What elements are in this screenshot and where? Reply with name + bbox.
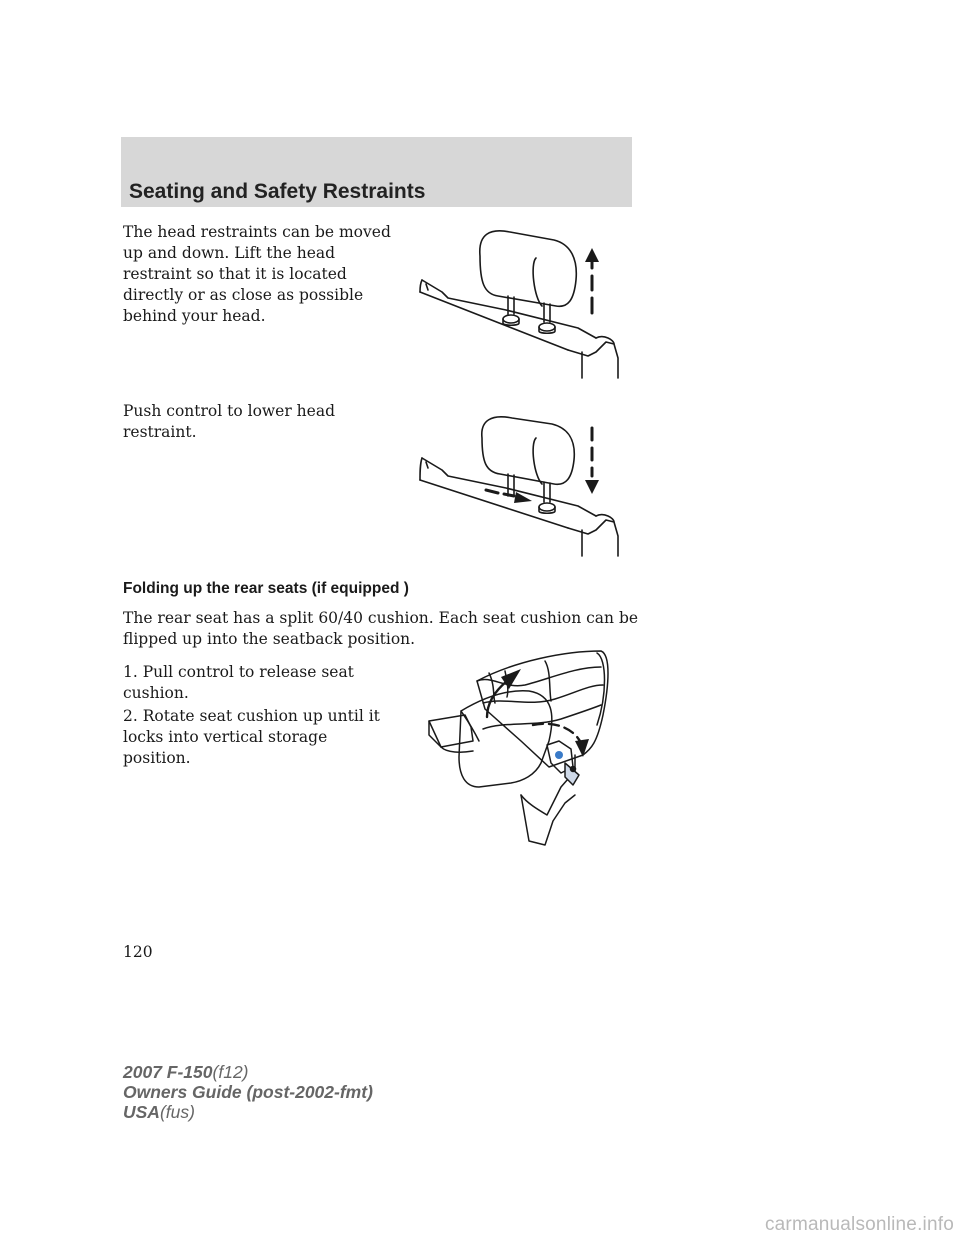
footer-line-3 [123,1102,373,1122]
head-restraint-raise-illustration [418,228,630,383]
head-restraint-lower-text: Push control to lower head restraint. [123,402,335,441]
footer [123,1062,373,1122]
head-restraint-raise-text: The head restraints can be moved up and down. Lift the head restraint so that it is located directly or as close as possible behind your head. [123,223,391,325]
watermark: carmanualsonline.info [764,1214,954,1235]
footer-model: 2007 F-150 [123,1062,213,1082]
step-1-text: 1. Pull control to release seat cushion. [123,663,354,702]
rear-seat-fold-illustration [425,645,625,847]
page-number: 120 [123,943,153,961]
head-restraint-lower-illustration [418,416,630,561]
footer-guide: Owners Guide (post-2002-fmt) [123,1082,373,1102]
footer-model-code: (f12) [212,1062,249,1082]
section-title: Seating and Safety Restraints [129,180,426,203]
footer-line-1 [123,1062,373,1082]
footer-region-code: (fus) [159,1102,195,1122]
folding-heading: Folding up the rear seats (if equipped ) [123,580,409,597]
footer-region: USA [123,1102,160,1122]
folding-intro-text: The rear seat has a split 60/40 cushion. Each seat cushion can be flipped up into the seatback position. [123,609,639,648]
step-2-text: 2. Rotate seat cushion up until it locks into vertical storage position. [123,707,380,767]
